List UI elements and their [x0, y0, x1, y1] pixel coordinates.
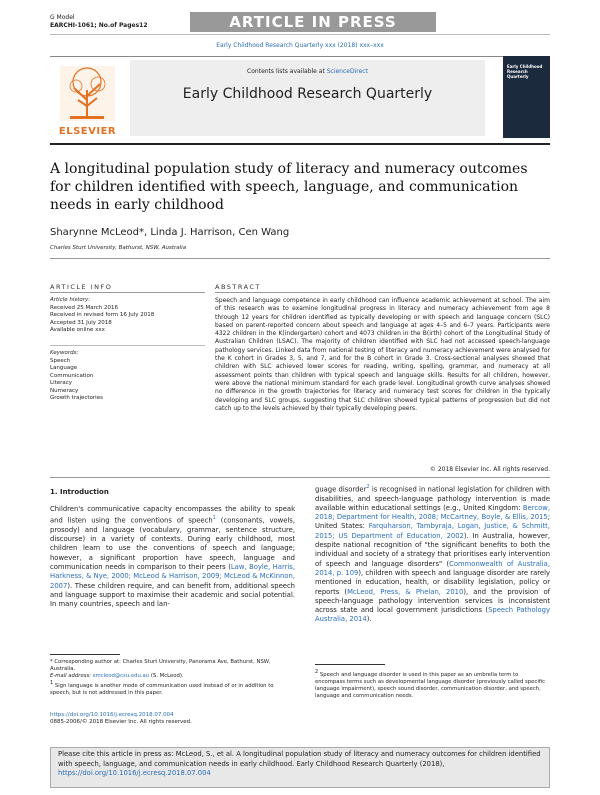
cite-doi-link[interactable]: https://doi.org/10.1016/j.ecresq.2018.07.004: [58, 769, 211, 777]
email-label: E-mail address:: [50, 673, 93, 679]
email-link[interactable]: smcleod@csu.edu.au: [92, 673, 150, 679]
footnote-ref[interactable]: 1: [212, 515, 216, 522]
citation-link[interactable]: Law, Boyle, Harris, Harkness, & Nye, 2000; McLeod & Harrison, 2009; McLeod & McKinnon, 2007: [50, 563, 295, 590]
divider: [50, 477, 550, 478]
manuscript-ref: [50, 14, 148, 30]
body-column-right: [315, 483, 550, 625]
body-text: ), and the provision of speech-language pathology intervention services is inconsistent across state and local government jurisdictions (: [315, 587, 551, 615]
article-title: A longitudinal population study of literacy and numeracy outcomes for children identified with speech, language, and communication needs in early childhood: [50, 161, 528, 213]
citation-link[interactable]: McLeod, Press, & Phelan, 2010: [347, 587, 464, 596]
body-column-left: [50, 505, 295, 610]
affiliation: Charles Sturt University, Bathurst, NSW, Australia: [50, 245, 187, 251]
elsevier-tree-logo-icon: [50, 60, 125, 132]
divider: [50, 345, 205, 346]
article-in-press-banner: ARTICLE IN PRESS: [190, 12, 436, 32]
body-text: ; United States:: [315, 513, 550, 531]
cite-text: Please cite this article in press as: McLeod, S., et al. A longitudinal population study of literacy and numeracy outcomes for children identified with speech, language, and communication needs in early childhood. Early Childhood Research Quarterly (2018),: [58, 750, 541, 768]
corresponding-author-note: * Corresponding author at: Charles Sturt University, Panorama Ave, Bathurst, NSW, Australia.: [50, 659, 271, 672]
copyright: © 2018 Elsevier Inc. All rights reserved.: [429, 466, 550, 473]
history-item: Available online xxx: [50, 327, 105, 333]
author-list: Sharynne McLeod*, Linda J. Harrison, Cen Wang: [50, 227, 290, 238]
footnote-text: Speech and language disorder is used in this paper as an umbrella term to encompass terms such as developmental language disorder (previously called specific language impairment), speech sound disorder, communication disorder, and speech, language and communication needs.: [315, 671, 546, 699]
divider: [50, 56, 550, 57]
citation-link[interactable]: Speech Pathology Australia, 2014: [315, 606, 550, 624]
article-info-heading: ARTICLE INFO: [50, 283, 113, 291]
keyword: Numeracy: [50, 387, 79, 394]
section-heading: 1. Introduction: [50, 488, 109, 496]
abstract-text: Speech and language competence in early childhood can influence academic achievement at school. The aim of this research was to examine longitudinal progress in literacy and numeracy achievement from age 8 through 12 years for children identified as typically developing or with speech and language concern (SLC) based on parent-reported concern about speech and language at ages 4–5 and 6–7 years. Participants were 4322 children in the K(indergarten) cohort and 4073 children in the B(irth) cohort of the Longitudinal Study of Australian Children (LSAC). The majority of children identified with SLC had not accessed speech-language pathology services. Linked data from national testing of literacy and numeracy achievement were analysed for the K cohort in Grades 3, 5, and 7, and for the B cohort in Grade 3. Cross-sectional analyses showed that children with SLC achieved lower scores for reading, writing, spelling, grammar, and numeracy at all assessment points than children with typical speech and language skills. Results for all children, however, were above the national minimum standard for each grade level. Longitudinal growth curve analyses showed no difference in the growth trajectories for literacy and numeracy test scores for children in the typically developing and SLC groups, suggesting that SLC children showed typical patterns of progression but did not catch up to the levels achieved by their typically developing peers.: [215, 297, 550, 412]
doi-link[interactable]: https://doi.org/10.1016/j.ecresq.2018.07.004: [50, 712, 174, 718]
keyword: Growth trajectories: [50, 395, 103, 401]
footnote-2: [315, 669, 550, 700]
body-text: ). In Australia, however, despite national recognition of "the significant benefits to both the individual and society of a strategy that prioritises early intervention of speech and language disorders" (: [315, 531, 550, 568]
sciencedirect-link[interactable]: ScienceDirect: [326, 68, 368, 75]
footnote-1: [50, 680, 295, 697]
footnote-ref[interactable]: 2: [366, 484, 370, 490]
contents-prefix: Contents lists available at: [247, 68, 327, 75]
journal-title: Early Childhood Research Quarterly: [182, 86, 433, 102]
body-text: ), children with speech and language disorder are rarely mentioned in education, health, or disability legislation, policy or reports (: [315, 568, 550, 596]
footnote-divider: [50, 654, 120, 655]
publisher-name: ELSEVIER: [58, 126, 117, 137]
email-note: [50, 673, 295, 680]
cite-this-article: [58, 750, 544, 779]
keyword: Communication: [50, 372, 94, 379]
doi-block: [50, 712, 192, 726]
history-item: Received in revised form 16 July 2018: [50, 312, 155, 318]
keywords: [50, 350, 103, 403]
body-text: guage disorder: [315, 485, 367, 494]
footnotes-left: [50, 659, 295, 697]
citation-link[interactable]: Commonwealth of Australia, 2014, p. 109: [315, 559, 550, 577]
model-code: G Model: [50, 14, 75, 21]
body-text: ). These children require, and can benefit from, additional speech and language support to maximise their academic and social potential. In many countries, speech and lan-: [50, 581, 295, 609]
keywords-label: Keywords:: [50, 350, 79, 356]
email-suffix: (S. McLeod).: [149, 673, 184, 679]
keyword: Language: [50, 365, 78, 371]
history-item: Accepted 31 July 2018: [50, 319, 112, 326]
divider: [50, 292, 205, 293]
footnote-divider: [315, 664, 385, 665]
keyword: Literacy: [50, 380, 73, 386]
divider: [215, 292, 550, 293]
abstract-heading: ABSTRACT: [215, 283, 261, 291]
citation-link[interactable]: Farquharson, Tambyraja, Logan, Justice, & Schmitt, 2015; US Department of Education, 2002: [315, 522, 550, 540]
journal-citation-link[interactable]: Early Childhood Research Quarterly xxx (2018) xxx–xxx: [216, 42, 384, 49]
cover-title: Early Childhood Research Quarterly: [507, 64, 543, 79]
issn-line: 0885-2006/© 2018 Elsevier Inc. All rights reserved.: [50, 719, 192, 725]
divider: [50, 258, 550, 259]
body-text: ).: [366, 615, 372, 624]
body-text: (consonants, vowels, prosody) and language (vocabulary, grammar, sentence structure, discourse) in a variety of contexts. During early childhood, most children learn to use the conventions of speech and language; however, a significant proportion have speech, language and communication needs in comparison to their peers (: [50, 516, 295, 572]
divider: [50, 34, 550, 35]
history-label: Article history:: [50, 297, 91, 303]
page-ref: EARCHI-1061; No.of Pages12: [50, 22, 148, 29]
body-text: is recognised in national legislation for children with disabilities, and speech-language pathology intervention is made available within educational settings (e.g., United Kingdom:: [315, 485, 550, 512]
footnote-text: Sign language is another mode of communication used instead of or in addition to speech, but is not addressed in this paper.: [50, 682, 274, 696]
keyword: Speech: [50, 357, 71, 364]
footnote-number: 2: [315, 669, 319, 675]
footnote-number: 1: [50, 680, 54, 686]
divider: [50, 143, 550, 145]
body-text: Children's communicative capacity encompasses the ability to speak and listen using the conventions of speech: [50, 505, 295, 525]
history-item: Received 25 March 2016: [50, 304, 119, 311]
article-history: [50, 297, 154, 335]
citation-link[interactable]: Bercow, 2018; Department for Health, 2008; McCartney, Boyle, & Ellis, 2015: [315, 503, 550, 522]
contents-available: [130, 68, 485, 75]
